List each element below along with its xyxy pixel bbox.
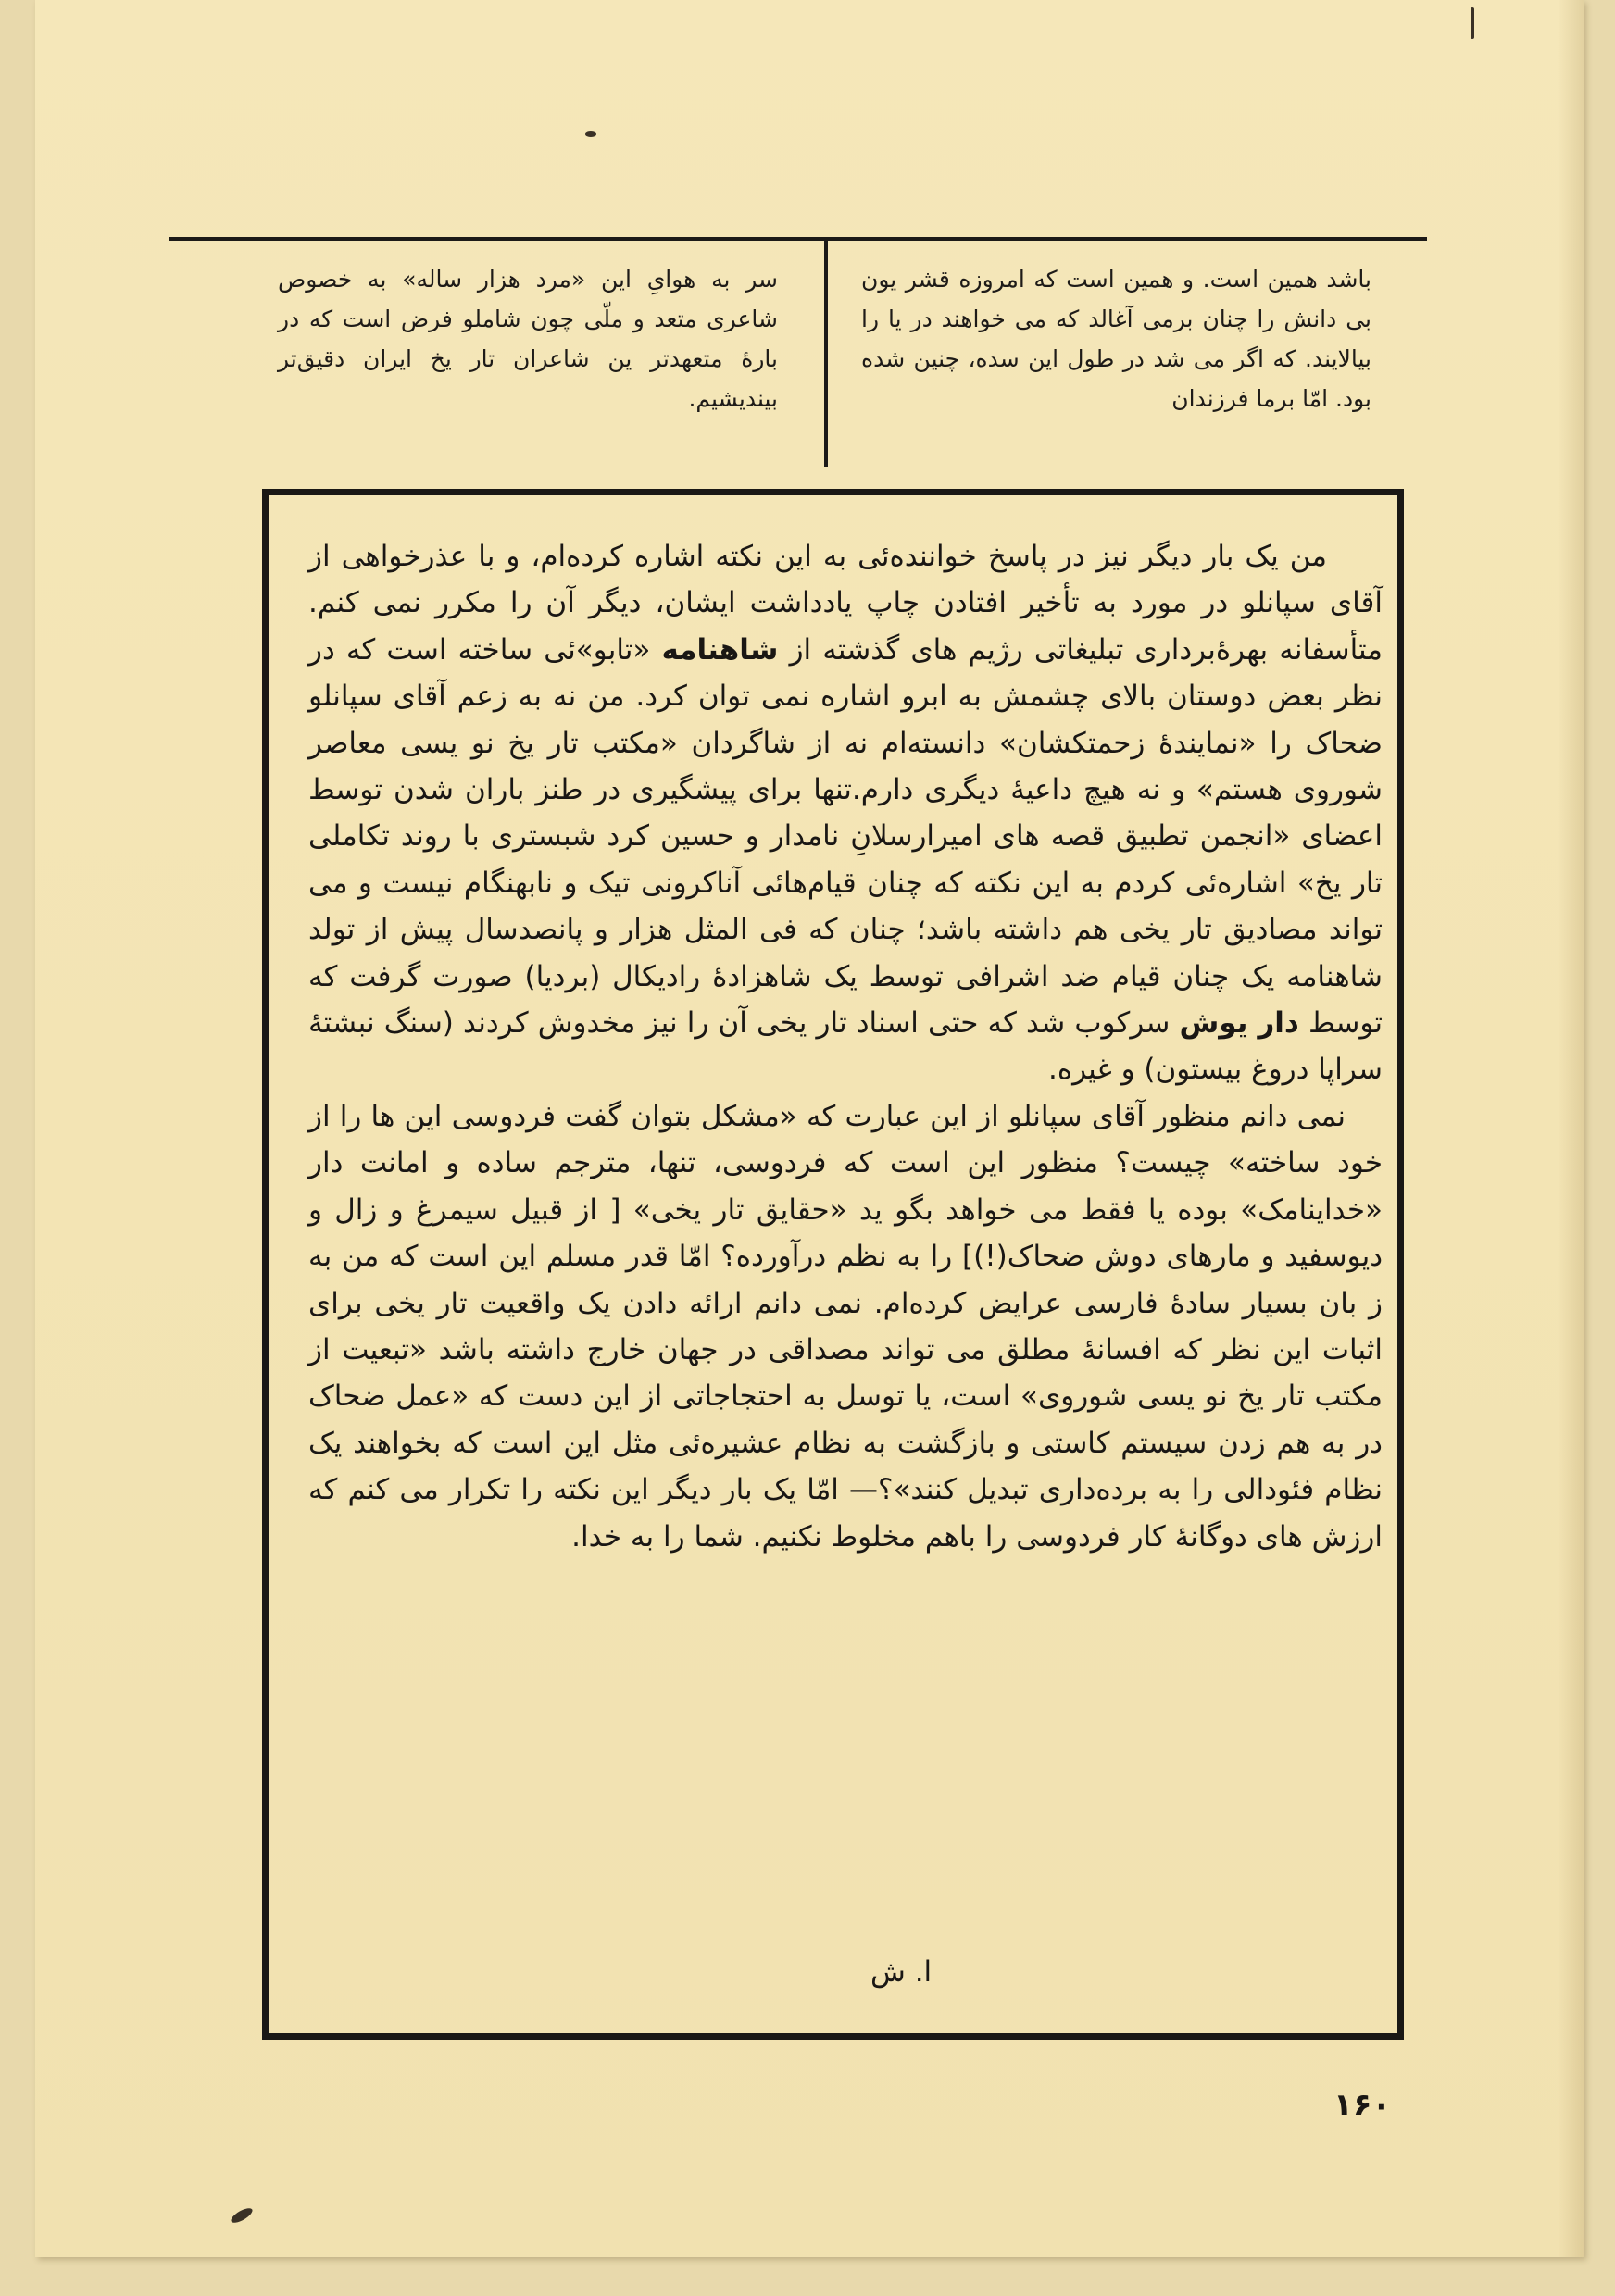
paragraph-text: سرکوب شد که حتی اسناد تار یخی آن را نیز مخدوش کردند (سنگ نبشتهٔ سراپا دروغ بیستون) و غیره.	[308, 1006, 1383, 1087]
paragraph-text: «تابو»ئی ساخته است که در نظر بعض دوستان بالای چشمش به ابرو اشاره نمی توان کرد. من نه به زعم آقای سپانلو ضحاک را «نمایندهٔ زحمتکشان» دانسته‌ام نه از شاگردان «مکتب تار یخ نو یسی معاصر شوروی هستم» و نه هیچ داعیهٔ دیگری دارم.تنها برای پیشگیری در طنز باران شدن توسط اعضای «انجمن تطبیق قصه های امیرارسلانِ نامدار و حسین کرد شبستری با روند تکاملی تار یخ» اشاره‌ئی کردم به این نکته که چنان قیام‌هائی آناکرونی تیک و نابهنگام نیست و می تواند مصادیق تار یخی هم داشته باشد؛ چنان که فی المثل هزار و پانصدسال پیش از تولد شاهنامه یک چنان قیام ضد اشرافی توسط یک شاهزادهٔ رادیکال (بردیا) صورت گرفت که توسط	[308, 632, 1383, 1041]
signature: ا. ش	[870, 1955, 933, 1989]
letter-paragraph-1	[308, 533, 1383, 1093]
ink-speck	[585, 131, 596, 137]
bold-term-shahnameh: شاهنامه	[661, 632, 779, 667]
header-column-right	[861, 259, 1371, 418]
page-number: ۱۶۰	[1333, 2087, 1392, 2124]
column-divider	[824, 239, 828, 467]
header-right-text: باشد همین است. و همین است که امروزه قشر یون بی دانش را چنان برمی آغالد که می خواهند در یا را بیالایند. که اگر می شد در طول این سده، چنین شده بود. امّا برما فرزندان	[861, 266, 1371, 412]
letter-paragraph-2: نمی دانم منظور آقای سپانلو از این عبارت که «مشکل بتوان گفت فردوسی این ها را از خود ساخته» چیست؟ منظور این است که فردوسی، تنها، مترجم ساده و امانت دار «خداینامک» بوده یا فقط می خواهد بگو ید «حقایق تار یخی» [ از قبیل سیمرغ و زال و دیوسفید و مارهای دوش ضحاک(!)] را به نظم درآورده؟ امّا قدر مسلم این است که من به ز بان بسیار سادهٔ فارسی عرایض کرده‌ام. نمی دانم ارائه دادن یک واقعیت تار یخی برای اثبات این نظر که افسانهٔ مطلق می تواند مصداقی در جهان خارج داشته باشد «تبعیت از مکتب تار یخ نو یسی شوروی» است، یا توسل به احتجاجاتی از این دست که «عمل ضحاک در به هم زدن سیستم کاستی و بازگشت به نظام عشیره‌ئی مثل این است که بخواهند یک نظام فئودالی را به برده‌داری تبدیل کنند»؟— امّا یک بار دیگر این نکته را تکرار می کنم که ارزش های دوگانهٔ کار فردوسی را باهم مخلوط نکنیم. شما را به خدا.	[308, 1099, 1383, 1554]
header-column-left	[278, 259, 778, 418]
page-edge-shadow	[1558, 0, 1584, 2257]
letter-body	[308, 533, 1383, 1560]
header-rule	[169, 237, 1427, 241]
paragraph-text: من یک بار دیگر نیز در پاسخ خواننده‌ئی به این نکته اشاره کرده‌ام، و با عذرخواهی از آقای سپانلو در مورد به تأخیر افتادن چاپ یادداشت ایشان، دیگر آن را مکرر نمی کنم. متأسفانه بهرهٔ‌برداری تبلیغاتی رژیم های گذشته از	[308, 540, 1383, 667]
header-left-text: سر به هوایِ این «مرد هزار ساله» به خصوص شاعری متعد و ملّی چون شاملو فرض است که در بارهٔ متعهدتر ین شاعران تار یخ ایران دقیق‌تر بیندیشیم.	[278, 266, 778, 412]
bold-term-darius: دار یوش	[1179, 1006, 1299, 1041]
ink-speck	[1471, 7, 1474, 39]
